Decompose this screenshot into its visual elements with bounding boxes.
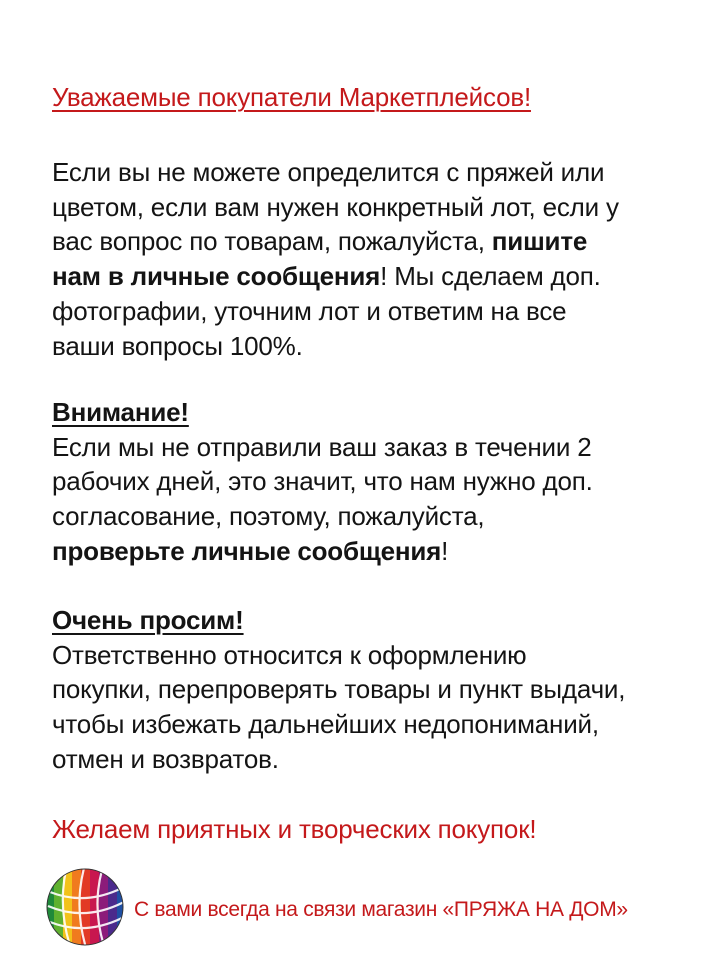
attention-title: Внимание!: [52, 397, 189, 427]
store-contact-text: С вами всегда на связи магазин «ПРЯЖА НА ДОМ»: [134, 898, 628, 921]
request-line-3: чтобы избежать дальнейших недопониманий,: [52, 709, 599, 740]
attention-line-3: согласование, поэтому, пожалуйста,: [52, 501, 485, 532]
intro-emphasis-end: нам в личные сообщения: [52, 261, 381, 292]
intro-paragraph: [52, 155, 702, 363]
yarn-ball-icon: [44, 866, 126, 948]
intro-line-1: Если вы не можете определится с пряжей или: [52, 157, 605, 187]
request-line-4: отмен и возвратов.: [52, 743, 279, 774]
request-section: [52, 603, 702, 777]
attention-section: [52, 395, 702, 569]
intro-line-3: [52, 224, 702, 259]
intro-line-3-text: вас вопрос по товарам, пожалуйста,: [52, 226, 492, 257]
intro-emphasis-start: пишите: [491, 226, 588, 257]
intro-line-5: фотографии, уточним лот и ответим на все: [52, 295, 567, 326]
attention-line-4-text: !: [441, 535, 449, 566]
intro-line-4: [52, 259, 702, 294]
attention-line-2: рабочих дней, это значит, что нам нужно доп.: [52, 466, 593, 497]
page-title: Уважаемые покупатели Маркетплейсов!: [52, 82, 531, 112]
attention-line-4: [52, 534, 702, 569]
request-line-1: Ответственно относится к оформлению: [52, 639, 527, 670]
intro-line-6: ваши вопросы 100%.: [52, 330, 303, 361]
attention-emphasis: проверьте личные сообщения: [52, 535, 442, 566]
request-line-2: покупки, перепроверять товары и пункт выдачи,: [52, 674, 626, 705]
closing-wish: Желаем приятных и творческих покупок!: [52, 814, 537, 844]
request-title: Очень просим!: [52, 605, 244, 635]
attention-line-1: Если мы не отправили ваш заказ в течении 2: [52, 431, 592, 462]
footer: [44, 866, 704, 956]
intro-line-2: цветом, если вам нужен конкретный лот, если у: [52, 191, 619, 222]
intro-line-4-text: ! Мы сделаем доп.: [380, 261, 601, 292]
